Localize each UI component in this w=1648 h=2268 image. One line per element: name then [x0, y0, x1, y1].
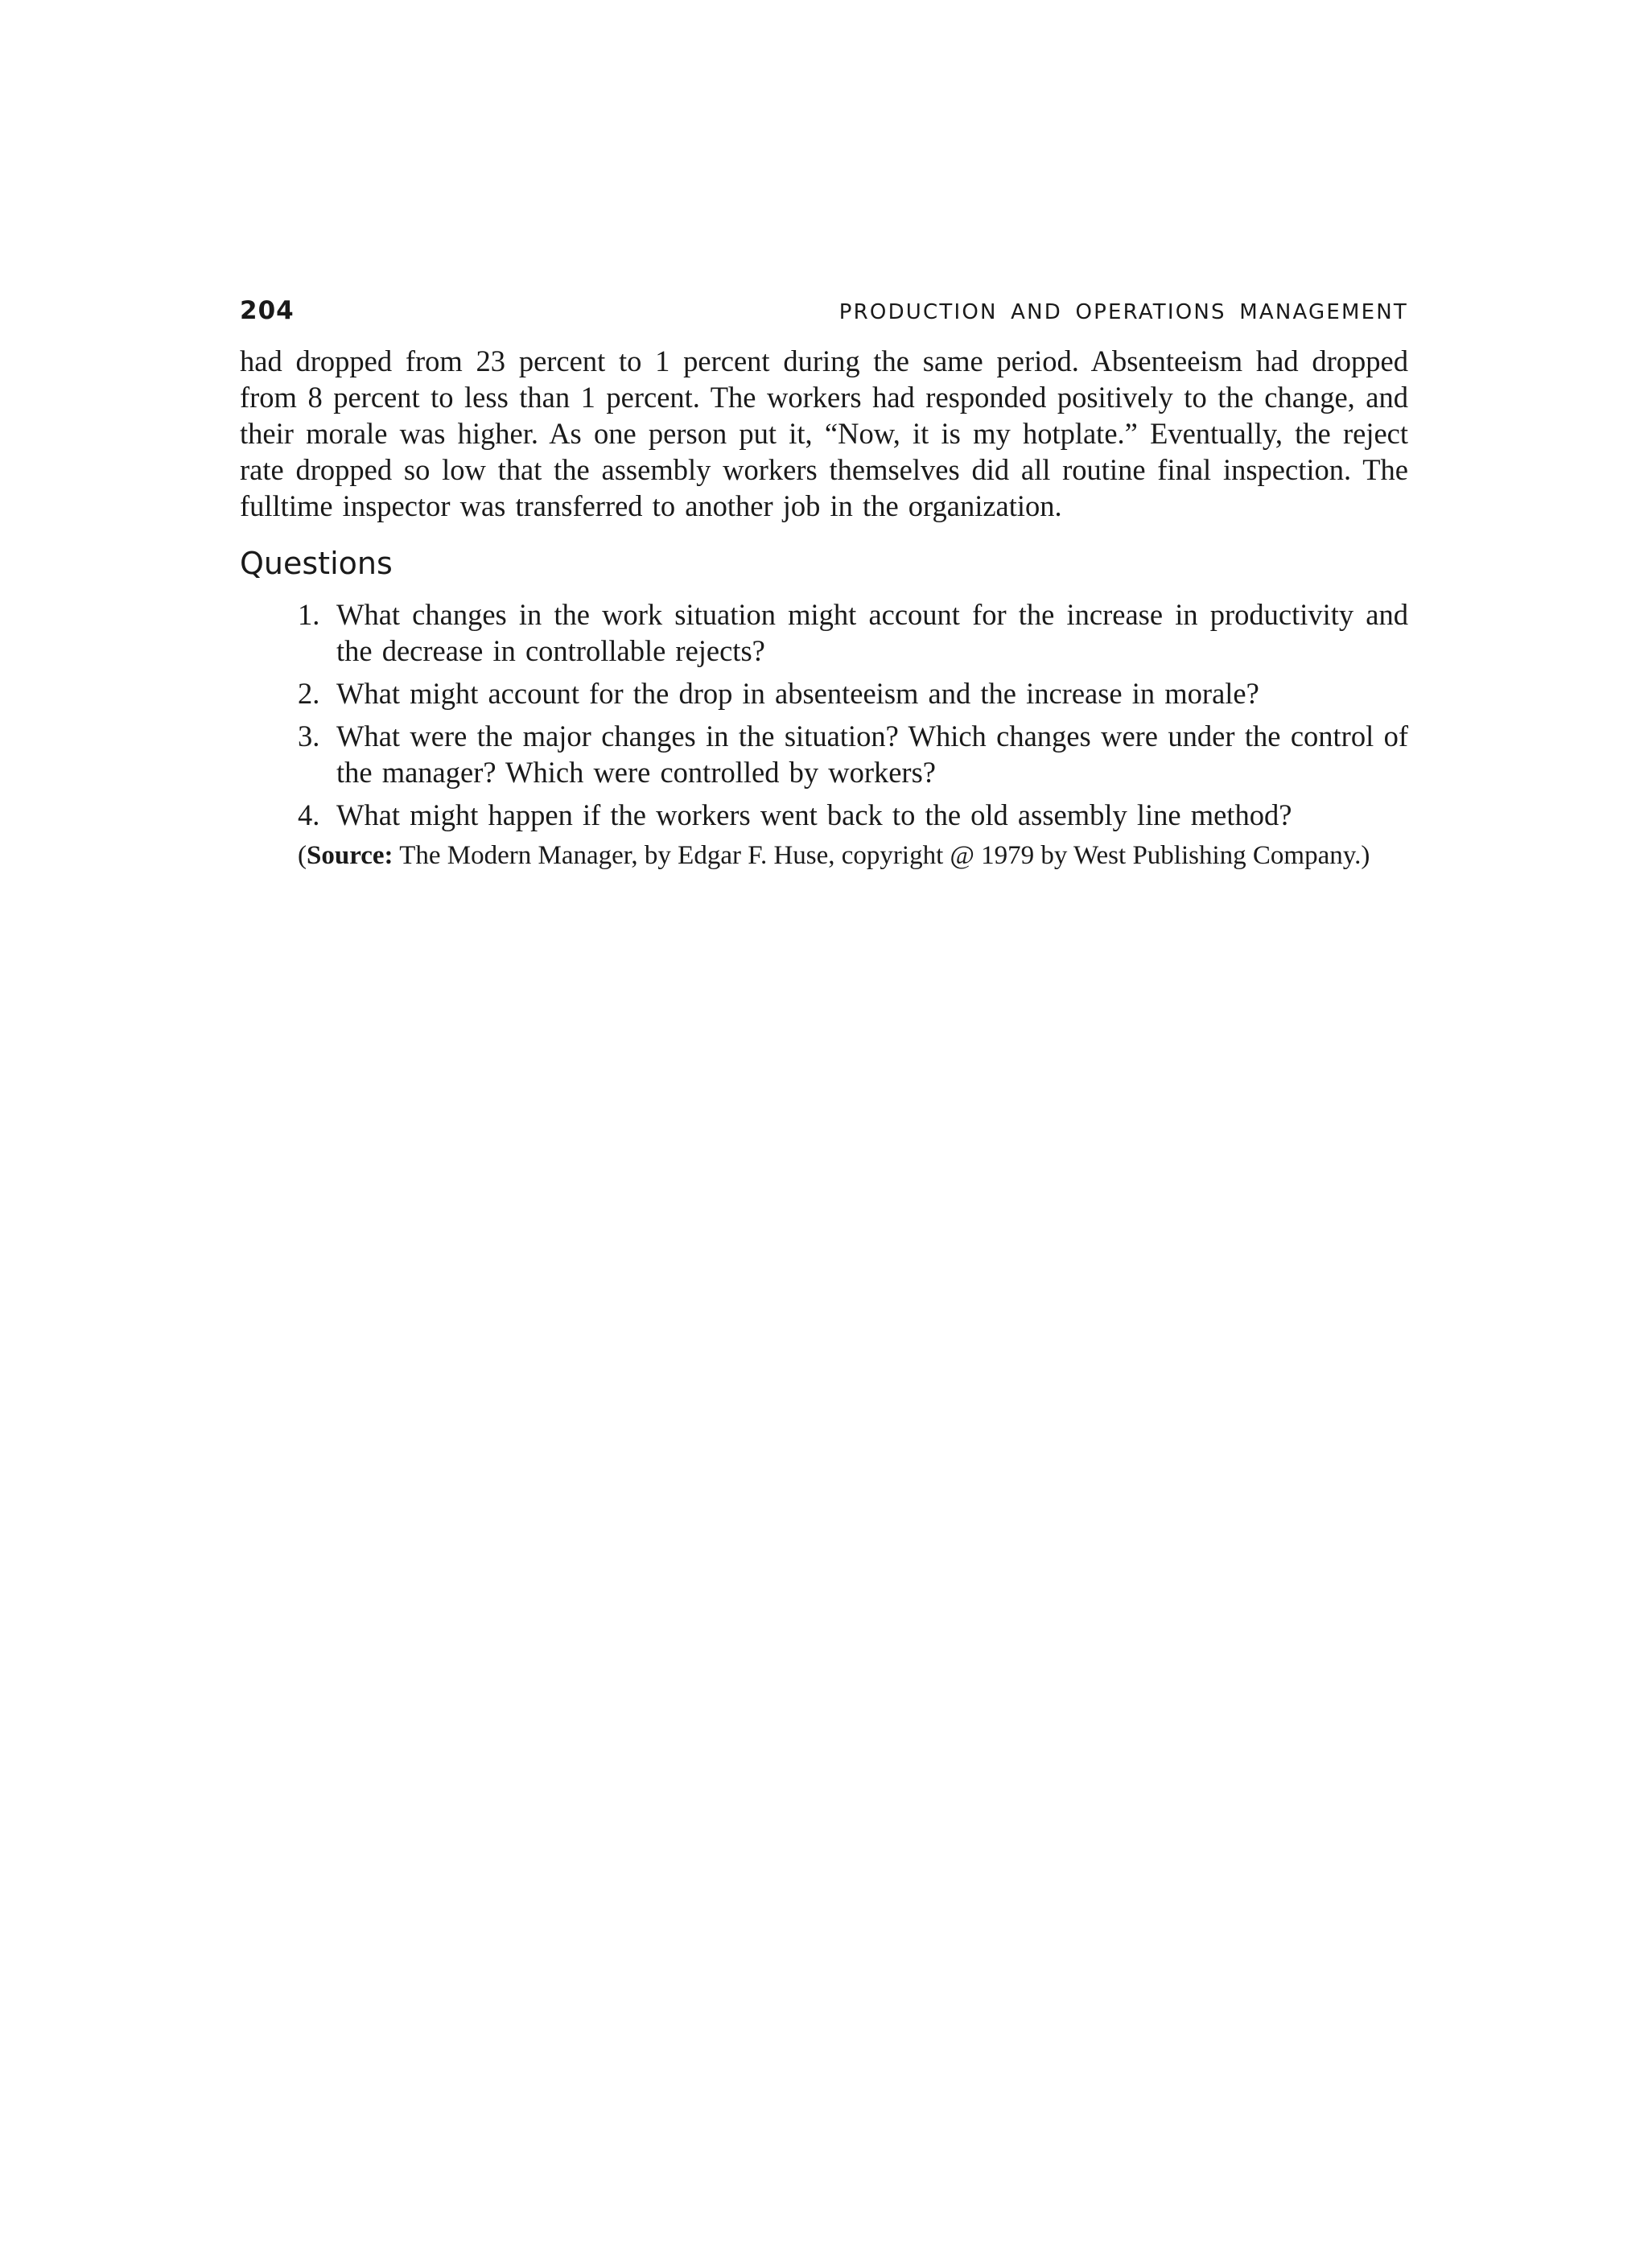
question-number: 1. — [298, 598, 320, 631]
running-header — [240, 296, 1408, 335]
book-title: PRODUCTION AND OPERATIONS MANAGEMENT — [838, 300, 1408, 324]
question-text: What were the major changes in the situation? Which changes were under the control of the manager? Which were controlled by workers? — [336, 720, 1408, 789]
body-paragraph: had dropped from 23 percent to 1 percent during the same period. Absenteeism had dropped from 8 percent to less than 1 percent. The workers had responded positively to the change, and their morale was higher. As one person put it, “Now, it is my hotplate.” Eventually, the reject rate dropped so low that the assembly workers themselves did all routine final inspection. The fulltime inspector was transferred to another job in the organization. — [240, 344, 1408, 522]
question-item — [298, 797, 1408, 833]
source-open-paren: ( — [298, 841, 307, 870]
question-text: What might happen if the workers went back to the old assembly line method? — [336, 798, 1292, 831]
questions-list — [240, 596, 1408, 833]
page-number: 204 — [240, 296, 295, 325]
question-item — [298, 675, 1408, 711]
question-text: What might account for the drop in absenteeism and the increase in morale? — [336, 677, 1259, 710]
source-label: Source: — [307, 841, 393, 870]
question-number: 4. — [298, 798, 320, 831]
source-citation — [298, 839, 1408, 872]
questions-heading: Questions — [240, 546, 393, 581]
question-item — [298, 596, 1408, 669]
source-text: The Modern Manager, by Edgar F. Huse, copyright @ 1979 by West Publishing Company.) — [393, 841, 1370, 870]
question-text: What changes in the work situation might account for the increase in productivity and the decrease in controllable rejects? — [336, 598, 1408, 667]
page — [240, 296, 1408, 872]
question-item — [298, 718, 1408, 790]
question-number: 3. — [298, 720, 320, 753]
question-number: 2. — [298, 677, 320, 710]
